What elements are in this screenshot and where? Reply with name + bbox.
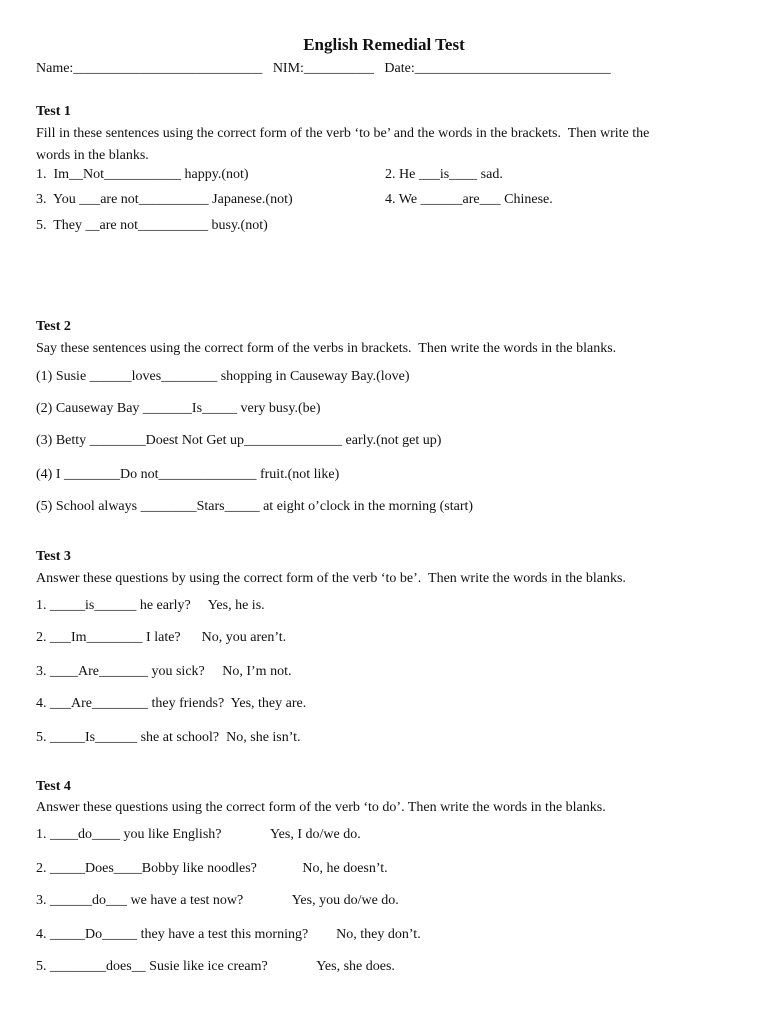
test3-item: 4. ___Are________ they friends? Yes, they are. <box>36 696 307 711</box>
test3-heading: Test 3 <box>36 549 71 564</box>
test2-heading: Test 2 <box>36 319 71 334</box>
test1-instruction-line2: words in the blanks. <box>36 148 149 163</box>
test4-item: 5. ________does__ Susie like ice cream? Yes, she does. <box>36 959 395 974</box>
test2-item: (3) Betty ________Doest Not Get up______________ early.(not get up) <box>36 433 442 448</box>
test4-item: 2. _____Does____Bobby like noodles? No, he doesn’t. <box>36 861 388 876</box>
test4-heading: Test 4 <box>36 779 71 794</box>
test1-item: 3. You ___are not__________ Japanese.(not) <box>36 192 293 207</box>
test2-item: (1) Susie ______loves________ shopping in Causeway Bay.(love) <box>36 369 410 384</box>
test1-item: 5. They __are not__________ busy.(not) <box>36 218 268 233</box>
test2-item: (5) School always ________Stars_____ at eight o’clock in the morning (start) <box>36 499 474 514</box>
test3-item: 5. _____Is______ she at school? No, she isn’t. <box>36 730 301 745</box>
test1-item: 4. We ______are___ Chinese. <box>385 192 553 207</box>
test2-item: (4) I ________Do not______________ fruit.(not like) <box>36 467 340 482</box>
student-info-line: Name:___________________________ NIM:__________ Date:____________________________ <box>36 61 611 76</box>
test4-item: 3. ______do___ we have a test now? Yes, you do/we do. <box>36 893 399 908</box>
test2-item: (2) Causeway Bay _______Is_____ very busy.(be) <box>36 401 321 416</box>
test1-heading: Test 1 <box>36 104 71 119</box>
test1-instruction-line1: Fill in these sentences using the correct form of the verb ‘to be’ and the words in the brackets. Then write the <box>36 126 650 141</box>
test1-item: 2. He ___is____ sad. <box>385 167 503 182</box>
document-title: English Remedial Test <box>303 35 465 54</box>
test4-item: 1. ____do____ you like English? Yes, I do/we do. <box>36 827 361 842</box>
test3-item: 3. ____Are_______ you sick? No, I’m not. <box>36 664 292 679</box>
test4-instruction: Answer these questions using the correct form of the verb ‘to do’. Then write the words in the blanks. <box>36 800 606 815</box>
test3-item: 2. ___Im________ I late? No, you aren’t. <box>36 630 287 645</box>
test4-item: 4. _____Do_____ they have a test this morning? No, they don’t. <box>36 927 421 942</box>
test3-instruction: Answer these questions by using the correct form of the verb ‘to be’. Then write the words in the blanks. <box>36 571 626 586</box>
test2-instruction: Say these sentences using the correct form of the verbs in brackets. Then write the words in the blanks. <box>36 341 617 356</box>
test1-item: 1. Im__Not___________ happy.(not) <box>36 167 249 182</box>
test3-item: 1. _____is______ he early? Yes, he is. <box>36 598 265 613</box>
